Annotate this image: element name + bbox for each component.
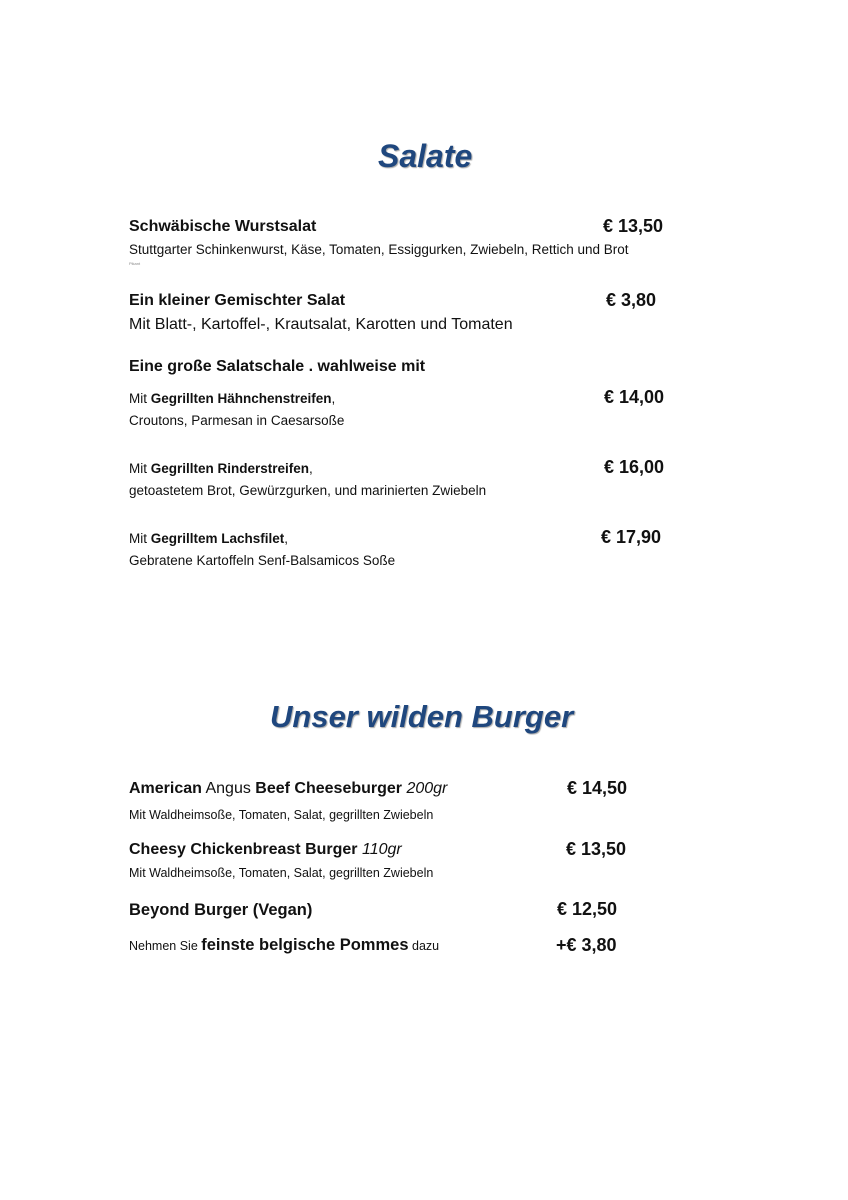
rinder-name: Gegrillten Rinderstreifen	[150, 461, 310, 476]
wurstsalat-description: Stuttgarter Schinkenwurst, Käse, Tomaten, Essiggurken, Zwiebeln, Rettich und Brot	[129, 242, 629, 257]
lachs-name: Gegrilltem Lachsfilet	[150, 531, 285, 546]
lachs-price: € 17,90	[601, 527, 662, 547]
rinder-suffix: ,	[309, 461, 313, 476]
pommes-name: feinste belgische Pommes	[201, 936, 409, 954]
american-burger-description: Mit Waldheimsoße, Tomaten, Salat, gegrillten Zwiebeln	[129, 808, 434, 822]
rinder-prefix: Mit	[129, 461, 151, 476]
wurstsalat-price: € 13,50	[603, 216, 664, 236]
american-burger-name	[129, 780, 447, 798]
chicken-burger-weight: 110gr	[357, 841, 402, 858]
gemischter-salat-description: Mit Blatt-, Kartoffel-, Krautsalat, Karotten und Tomaten	[129, 316, 513, 333]
american-burger-part1: American	[129, 780, 202, 797]
salate-heading: Salate	[378, 138, 473, 174]
chicken-burger-price: € 13,50	[566, 839, 627, 859]
rinder-price: € 16,00	[604, 457, 665, 477]
american-burger-weight: 200gr	[402, 780, 448, 797]
gemischter-salat-price: € 3,80	[606, 290, 657, 310]
lachs-option	[129, 531, 288, 546]
haehnchen-option	[129, 391, 335, 406]
lachs-description: Gebratene Kartoffeln Senf-Balsamicos Soße	[129, 553, 396, 568]
american-burger-part2: Angus	[201, 780, 256, 797]
chicken-burger-description: Mit Waldheimsoße, Tomaten, Salat, gegrillten Zwiebeln	[129, 866, 434, 880]
haehnchen-price: € 14,00	[604, 387, 665, 407]
burger-heading: Unser wilden Burger	[270, 699, 574, 734]
rinder-option	[129, 461, 313, 476]
gemischter-salat-name: Ein kleiner Gemischter Salat	[129, 292, 346, 309]
haehnchen-prefix: Mit	[129, 391, 151, 406]
chicken-burger-name	[129, 841, 402, 859]
rinder-description: getoastetem Brot, Gewürzgurken, und marinierten Zwiebeln	[129, 483, 487, 498]
pommes-addon	[129, 936, 439, 955]
beyond-burger-name: Beyond Burger (Vegan)	[129, 901, 313, 919]
salatschale-name: Eine große Salatschale . wahlweise mit	[129, 358, 426, 375]
haehnchen-suffix: ,	[331, 391, 336, 406]
american-burger-part3: Beef Cheeseburger	[255, 780, 403, 797]
haehnchen-name: Gegrillten Hähnchenstreifen	[150, 391, 332, 406]
haehnchen-description: Croutons, Parmesan in Caesarsoße	[129, 413, 345, 428]
wurstsalat-name: Schwäbische Wurstsalat	[129, 218, 317, 235]
wurstsalat-note: Pikant	[129, 261, 141, 266]
pommes-prefix: Nehmen Sie	[129, 939, 202, 953]
beyond-burger-price: € 12,50	[557, 899, 618, 919]
lachs-prefix: Mit	[129, 531, 151, 546]
lachs-suffix: ,	[284, 531, 289, 546]
chicken-burger-title: Cheesy Chickenbreast Burger	[129, 841, 358, 858]
pommes-suffix: dazu	[408, 939, 440, 953]
american-burger-price: € 14,50	[567, 778, 628, 798]
pommes-price: +€ 3,80	[556, 935, 617, 955]
